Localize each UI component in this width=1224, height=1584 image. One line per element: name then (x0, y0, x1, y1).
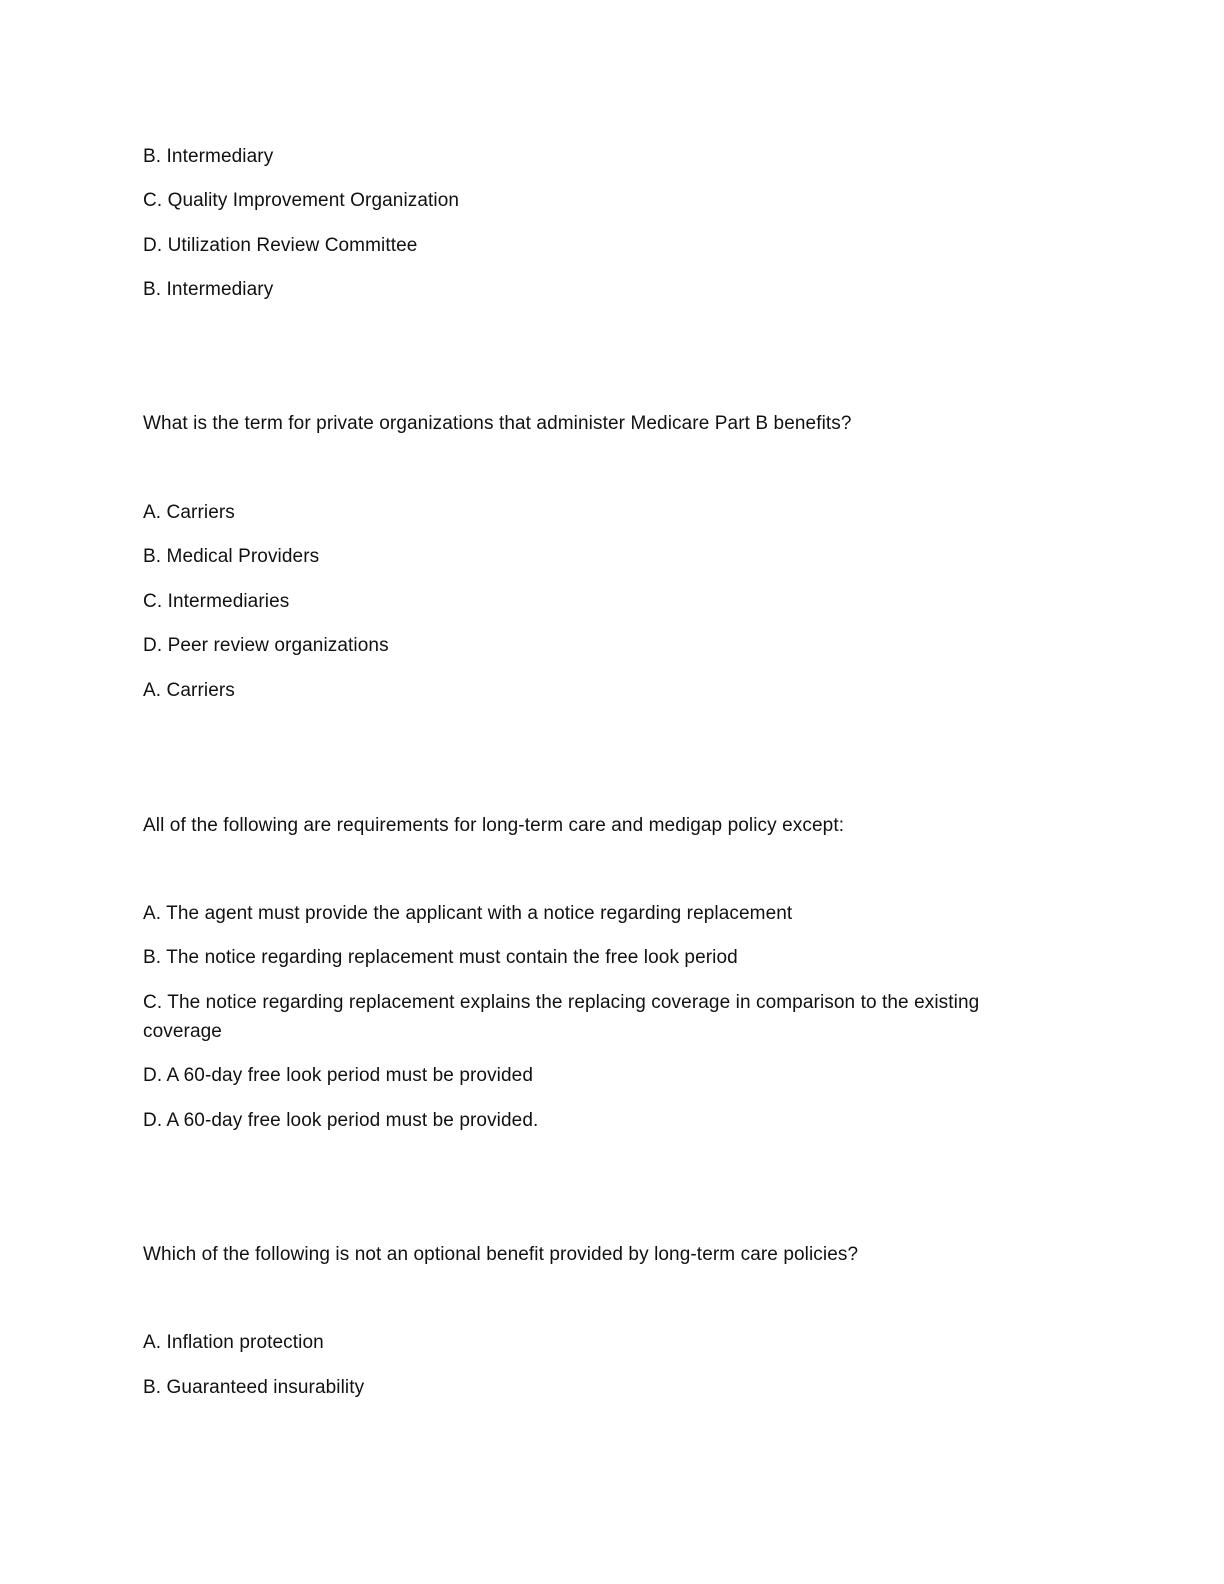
option-c: C. Quality Improvement Organization (143, 190, 460, 211)
option-c: C. Intermediaries (143, 591, 290, 612)
answer: A. Carriers (143, 680, 235, 701)
answer: B. Intermediary (143, 279, 274, 300)
option-d: D. A 60-day free look period must be provided (143, 1065, 534, 1086)
option-b: B. Guaranteed insurability (143, 1377, 365, 1398)
option-a: A. Inflation protection (143, 1332, 324, 1353)
option-c: C. The notice regarding replacement explains the replacing coverage in comparison to the existing coverage (143, 992, 980, 1042)
option-d: D. Peer review organizations (143, 635, 389, 656)
option-a: A. The agent must provide the applicant with a notice regarding replacement (143, 903, 793, 924)
question-text: What is the term for private organizations that administer Medicare Part B benefits? (143, 413, 852, 434)
option-d: D. Utilization Review Committee (143, 235, 418, 256)
question-text: Which of the following is not an optional benefit provided by long-term care policies? (143, 1244, 859, 1265)
option-a: A. Carriers (143, 502, 235, 523)
option-b: B. The notice regarding replacement must contain the free look period (143, 947, 738, 968)
question-text: All of the following are requirements for long-term care and medigap policy except: (143, 815, 845, 836)
option-b: B. Medical Providers (143, 546, 320, 567)
option-b: B. Intermediary (143, 146, 274, 167)
answer: D. A 60-day free look period must be provided. (143, 1110, 539, 1131)
